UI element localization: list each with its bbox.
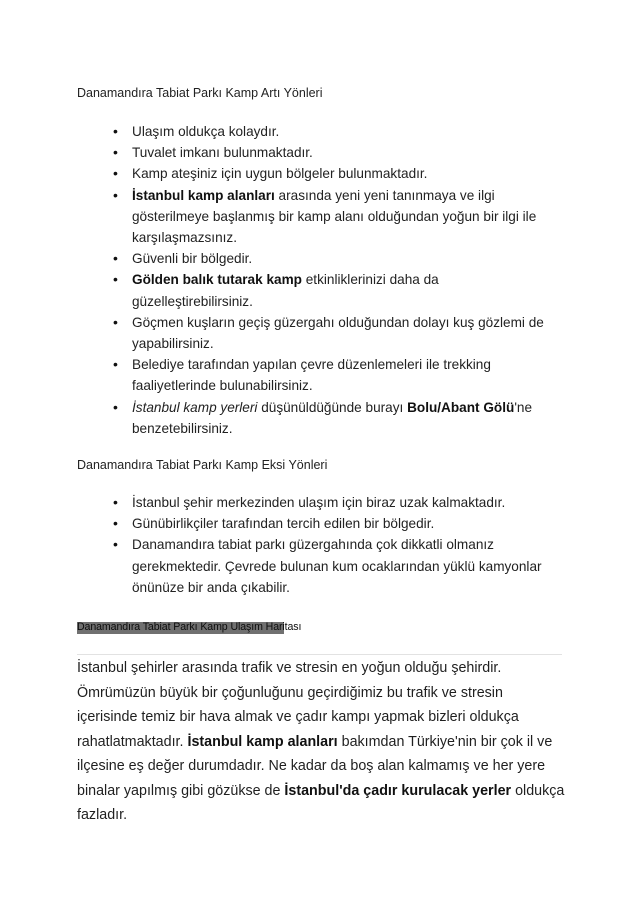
text-run: oldukça fazladır. <box>77 782 565 823</box>
text-run: etkinliklerinizi daha da güzelleştirebilirsiniz. <box>132 272 439 309</box>
bold-text: İstanbul'da çadır kurulacak yerler <box>284 782 512 799</box>
list-item <box>0 492 562 513</box>
text-run: İstanbul şehir merkezinden ulaşım için biraz uzak kalmaktadır. <box>132 495 506 510</box>
italic-text: İstanbul kamp yerleri <box>132 399 258 415</box>
text-run: 'ne benzetebilirsiniz. <box>132 399 533 436</box>
text-run: düşünüldüğünde burayı <box>257 399 408 415</box>
bold-text: İstanbul kamp alanları <box>187 733 338 750</box>
text-run: Günübirlikçiler tarafından tercih edilen bir bölgedir. <box>132 516 435 532</box>
list-item <box>0 142 562 163</box>
map-caption: Danamandıra Tabiat Parkı Kamp Ulaşım Haritası <box>77 621 302 633</box>
list-item <box>0 163 562 184</box>
list-item <box>0 269 562 311</box>
text-run: Danamandıra tabiat parkı güzergahında çok dikkatli olmanız gerekmektedir. Çevrede bulunan kum ocaklarından yüklü kamyonlar önünüze bir anda çıkabilir. <box>132 537 542 595</box>
pros-list <box>0 121 638 439</box>
text-run: Güvenli bir bölgedir. <box>132 251 253 267</box>
list-item <box>0 397 562 439</box>
text-run: Ulaşım oldukça kolaydır. <box>132 124 280 139</box>
bold-text: İstanbul kamp alanları <box>132 187 275 203</box>
list-item <box>0 312 562 354</box>
cons-list <box>0 492 638 598</box>
cons-heading: Danamandıra Tabiat Parkı Kamp Eksi Yönleri <box>77 458 328 472</box>
list-item <box>0 121 562 142</box>
list-item <box>0 248 562 269</box>
text-run: Göçmen kuşların geçiş güzergahı olduğundan dolayı kuş gözlemi de yapabilirsiniz. <box>132 314 544 352</box>
pros-heading: Danamandıra Tabiat Parkı Kamp Artı Yönleri <box>77 86 323 100</box>
text-run: arasında yeni yeni tanınmaya ve ilgi gösterilmeye başlanmış bir kamp alanı olduğundan yoğun bir ilgi ile karşılaşmazsınız. <box>132 187 537 246</box>
list-item <box>0 513 562 534</box>
list-item <box>0 185 562 249</box>
body-paragraph <box>77 656 567 828</box>
text-run: Kamp ateşiniz için uygun bölgeler bulunmaktadır. <box>132 166 428 182</box>
bold-text: Bolu/Abant Gölü <box>407 399 515 415</box>
text-run: bakımdan Türkiye'nin bir çok il ve ilçesine eş değer durumdadır. Ne kadar da boş alan kalmamış ve her yere binalar yapılmış gibi gözükse de <box>77 733 553 799</box>
bold-text: Gölden balık tutarak kamp <box>132 272 302 288</box>
text-run: İstanbul şehirler arasında trafik ve stresin en yoğun olduğu şehirdir. Ömrümüzün büyük bir çoğunluğunu geçirdiğimiz bu trafik ve stresin içerisinde temiz bir hava almak ve çadır kampı yapmak bizleri oldukça rahatlatmaktadır. <box>77 660 519 750</box>
text-run: Belediye tarafından yapılan çevre düzenlemeleri ile trekking faaliyetlerinde bulunabilirsiniz. <box>132 357 491 394</box>
divider <box>77 654 562 655</box>
list-item <box>0 534 562 598</box>
text-run: Tuvalet imkanı bulunmaktadır. <box>132 145 313 161</box>
list-item <box>0 354 562 396</box>
